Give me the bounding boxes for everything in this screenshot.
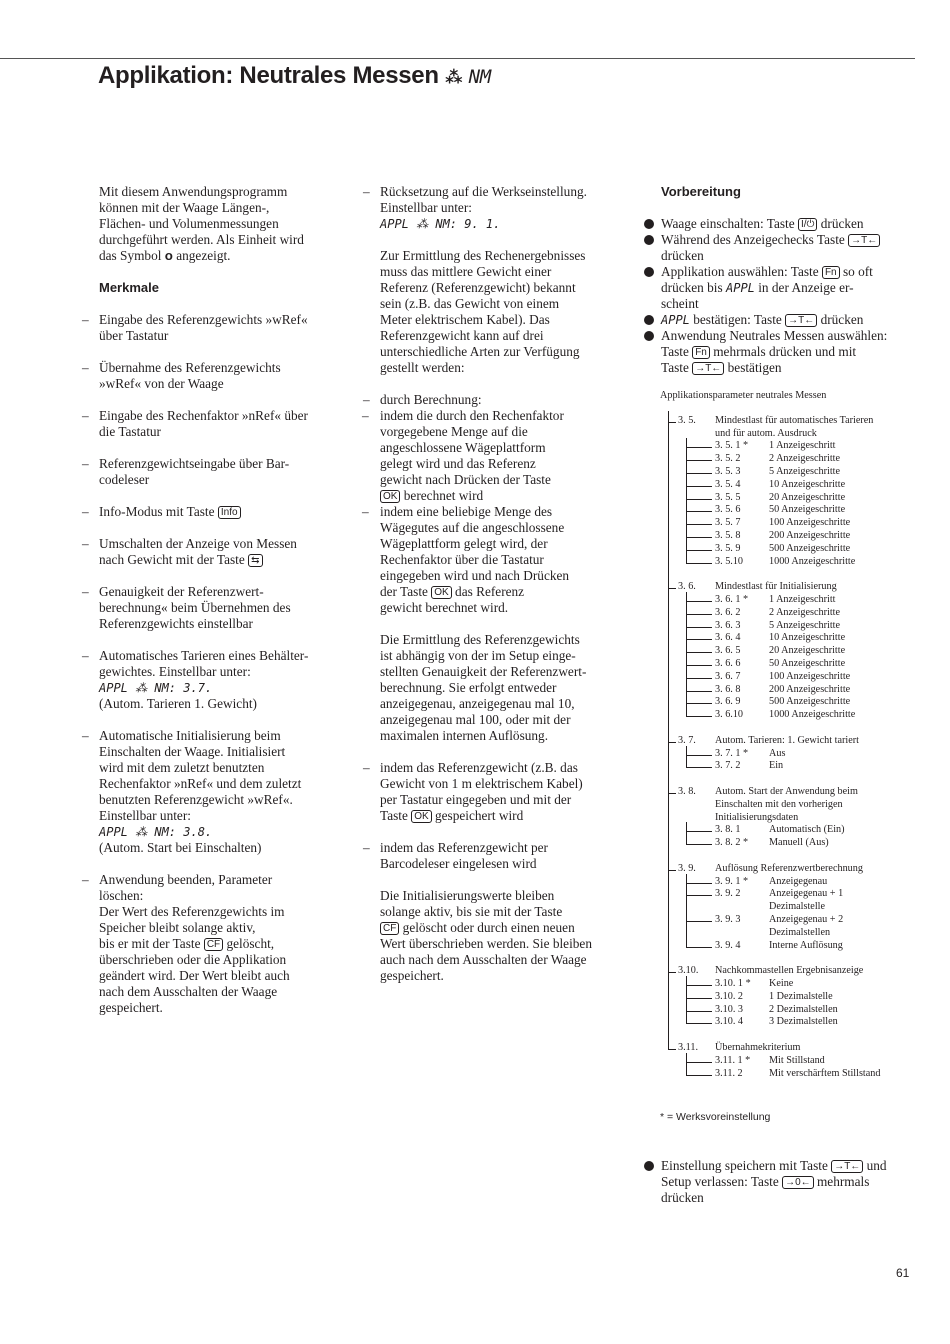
tree-option-label: 2 Anzeigeschritte (769, 606, 841, 618)
tree-option-label: 200 Anzeigeschritte (769, 683, 851, 695)
step-item: Applikation auswählen: Taste Fn so oft drücken bis APPL in der Anzeige er- scheint (644, 264, 924, 312)
tare-key-icon: →T← (848, 234, 880, 247)
ok-key-icon: OK (411, 810, 431, 823)
fn-key-icon: Fn (692, 346, 710, 359)
feature-item: – Übernahme des Referenzgewichts »wRef« von der Waage (99, 360, 349, 392)
final-step (644, 1158, 924, 1206)
neutral-measure-symbol-icon: ⁂ (445, 68, 463, 88)
tree-branch-line (686, 627, 712, 628)
tree-option-code: 3. 6. 3 (715, 619, 741, 631)
tree-group-label: Initialisierungsdaten (715, 811, 799, 823)
tree-option-code: 3.10. 3 (715, 1003, 744, 1015)
tree-option-label: 50 Anzeigeschritte (769, 504, 846, 516)
tree-group-code: 3. 9. (678, 862, 696, 874)
tree-group-label: Mindestlast für automatisches Tarieren (715, 414, 874, 426)
tree-option-code: 3. 8. 1 (715, 824, 741, 836)
tree-option-label: 1 Anzeigeschritt (769, 440, 836, 452)
features-heading: Merkmale (99, 280, 159, 295)
tree-root-branch (668, 870, 676, 871)
tree-group-line (686, 976, 687, 1023)
tree-branch-line (686, 716, 712, 717)
tree-root-branch (668, 793, 676, 794)
cf-key-icon: CF (204, 938, 223, 951)
feature-item: – Automatische Initialisierung beim Einschalten der Waage. Initialisiert wird mit dem zuletzt benutzten Rechenfaktor »nRef« und dem zuletzt benutzten Referenzgewicht »wRef«. Einstellbar unter: APPL ⁂ NM: 3.8. (Autom. Start bei Einschalten) (99, 728, 349, 856)
feature-item: – Anwendung beenden, Parameter löschen: Der Wert des Referenzgewichts im Speicher bleibt solange aktiv, bis er mit der Taste CF gelöscht, überschrieben oder die Applikation geändert wird. Der Wert bleibt auch nach dem Ausschalten der Waage gespeichert. (99, 872, 349, 1016)
tree-option-code: 3. 6. 2 (715, 606, 741, 618)
tree-option-label: 1000 Anzeigeschritte (769, 555, 856, 567)
display-code: APPL ⁂ NM: 3.7. (99, 681, 213, 695)
calc-subitem: – indem eine beliebige Menge des Wägegutes auf die angeschlossene Wägeplattform gelegt wird, der Rechenfaktor über die Tastatur eingegeben wird und nach Drücken der Taste OK das Referenz gewicht berechnet wird. (362, 504, 622, 616)
tree-option-code: 3.11. 1 * (715, 1054, 751, 1066)
tree-branch-line (686, 1023, 712, 1024)
tree-branch-line (686, 486, 712, 487)
tree-branch-line (686, 985, 712, 986)
tree-branch-line (686, 921, 712, 922)
tree-option-code: 3. 6. 6 (715, 657, 741, 669)
page-title: Applikation: Neutrales Messen ⁂ NM (98, 62, 491, 89)
tree-option-code: 3. 7. 1 * (715, 747, 749, 759)
tree-option-code: 3. 9. 2 (715, 888, 741, 900)
page-number: 61 (896, 1266, 910, 1280)
reference-paragraph: Zur Ermittlung des Rechenergebnisses muss das mittlere Gewicht einer Referenz (Referenzgewicht) bekannt sein (z.B. das Gewicht von einem Meter elektrischem Kabel). Das Referenzgewicht kann auf drei unterschiedliche Arten zur Verfügung gestellt werden: (380, 248, 586, 375)
column-3 (644, 184, 924, 376)
tree-branch-line (686, 947, 712, 948)
tree-option-label: Ein (769, 760, 784, 772)
tare-key-icon: →T← (692, 362, 724, 375)
tree-group-code: 3.11. (678, 1041, 698, 1053)
tree-option-label: 1000 Anzeigeschritte (769, 709, 856, 721)
tree-group-label: Autom. Start der Anwendung beim (715, 785, 858, 797)
tree-option-label: Mit verschärftem Stillstand (769, 1067, 881, 1079)
cf-key-icon: CF (380, 922, 399, 935)
tree-option-label: Mit Stillstand (769, 1054, 825, 1066)
step-item: Während des Anzeigechecks Taste →T← drücken (644, 232, 924, 264)
tree-option-label: 20 Anzeigeschritte (769, 491, 846, 503)
tree-branch-line (686, 1075, 712, 1076)
tree-branch-line (686, 614, 712, 615)
fn-key-icon: Fn (822, 266, 840, 279)
header-rule (0, 58, 915, 59)
toggle-key-icon: ⇆ (248, 554, 262, 567)
tree-option-code: 3. 7. 2 (715, 760, 741, 772)
tree-branch-line (686, 844, 712, 845)
tree-branch-line (686, 499, 712, 500)
info-key-icon: Info (218, 506, 241, 519)
tree-branch-line (686, 1062, 712, 1063)
tree-title: Applikationsparameter neutrales Messen (660, 390, 827, 401)
tree-option-code: 3. 5. 3 (715, 465, 741, 477)
step-item: Waage einschalten: Taste I/⏻ drücken (644, 216, 924, 232)
tree-branch-line (686, 678, 712, 679)
tree-option-label: 500 Anzeigeschritte (769, 542, 851, 554)
tree-option-label: Interne Auflösung (769, 939, 843, 951)
tree-option-label: Automatisch (Ein) (769, 824, 845, 836)
tree-branch-line (686, 511, 712, 512)
display-code: APPL ⁂ NM: 3.8. (99, 825, 213, 839)
tree-option-code: 3. 5. 1 * (715, 440, 749, 452)
tree-option-label: 100 Anzeigeschritte (769, 517, 851, 529)
feature-item: – Umschalten der Anzeige von Messen nach Gewicht mit der Taste ⇆ (99, 536, 349, 568)
tree-branch-line (686, 831, 712, 832)
feature-item: – Eingabe des Rechenfaktor »nRef« über die Tastatur (99, 408, 349, 440)
tare-key-icon: →T← (831, 1160, 863, 1173)
tree-option-code: 3. 6. 7 (715, 670, 741, 682)
tree-group-label: Übernahmekriterium (715, 1041, 801, 1053)
tree-root-branch (668, 742, 676, 743)
tree-option-code: 3. 8. 2 * (715, 837, 749, 849)
tree-branch-line (686, 652, 712, 653)
power-key-icon: I/⏻ (798, 218, 817, 231)
tree-option-label: 10 Anzeigeschritte (769, 478, 846, 490)
tree-branch-line (686, 1011, 712, 1012)
tree-branch-line (686, 460, 712, 461)
tree-branch-line (686, 895, 712, 896)
tree-branch-line (686, 537, 712, 538)
tree-branch-line (686, 550, 712, 551)
feature-item: – Info-Modus mit Taste Info (99, 504, 349, 520)
tree-option-code: 3. 9. 4 (715, 939, 741, 951)
tree-option-label: Aus (769, 747, 786, 759)
tree-branch-line (686, 691, 712, 692)
tree-branch-line (686, 665, 712, 666)
accuracy-paragraph: Die Ermittlung des Referenzgewichts ist abhängig von der im Setup einge- stellten Genauigkeit der Referenzwert- berechnung. Sie erfolgt entweder anzeigegenau, anzeigegenau mal 10, anzeigegenau mal 100, oder mit der maximalen internen Auflösung. (380, 632, 587, 743)
tree-option-label: 20 Anzeigeschritte (769, 645, 846, 657)
tree-option-label: Dezimalstelle (769, 901, 826, 913)
tree-option-label: 500 Anzeigeschritte (769, 696, 851, 708)
tree-group-line (686, 822, 687, 844)
preparation-heading: Vorbereitung (661, 184, 741, 199)
tree-option-code: 3.10. 2 (715, 990, 744, 1002)
tree-option-label: Anzeigegenau + 2 (769, 913, 844, 925)
tree-branch-line (686, 998, 712, 999)
tree-group-code: 3. 8. (678, 785, 696, 797)
tree-option-code: 3. 5.10 (715, 555, 744, 567)
tree-group-label: Mindestlast für Initialisierung (715, 581, 837, 593)
tree-branch-line (686, 639, 712, 640)
step-item: Einstellung speichern mit Taste →T← und Setup verlassen: Taste →0← mehrmals drücken (644, 1158, 924, 1206)
tree-root-branch (668, 1049, 676, 1050)
tree-option-code: 3.10. 4 (715, 1016, 744, 1028)
tree-group-label: Einschalten mit den vorherigen (715, 798, 843, 810)
tree-option-label: Anzeigegenau (769, 875, 828, 887)
tree-option-code: 3. 9. 3 (715, 913, 741, 925)
tree-group-line (686, 1053, 687, 1075)
tree-group-line (686, 592, 687, 716)
tree-option-label: 5 Anzeigeschritte (769, 619, 841, 631)
tree-option-label: 100 Anzeigeschritte (769, 670, 851, 682)
tree-option-label: Manuell (Aus) (769, 837, 829, 849)
column-2 (362, 184, 622, 984)
tree-option-code: 3. 6. 4 (715, 632, 741, 644)
tree-option-label: 10 Anzeigeschritte (769, 632, 846, 644)
tree-option-code: 3. 5. 7 (715, 517, 741, 529)
tree-option-code: 3. 5. 9 (715, 542, 741, 554)
tree-option-label: 3 Dezimalstellen (769, 1016, 838, 1028)
tare-key-icon: →T← (785, 314, 817, 327)
tree-option-code: 3. 5. 5 (715, 491, 741, 503)
tree-branch-line (686, 601, 712, 602)
tree-group-line (686, 874, 687, 947)
tree-group-label: Autom. Tarieren: 1. Gewicht tariert (715, 734, 859, 746)
tree-option-label: 1 Dezimalstelle (769, 990, 833, 1002)
ok-key-icon: OK (431, 586, 451, 599)
tree-option-code: 3. 6. 5 (715, 645, 741, 657)
tree-group-code: 3.10. (678, 965, 699, 977)
tree-option-label: 2 Dezimalstellen (769, 1003, 838, 1015)
tree-branch-line (686, 524, 712, 525)
tree-branch-line (686, 883, 712, 884)
tree-root-line (668, 411, 669, 1049)
tree-group-label: Auflösung Referenzwertberechnung (715, 862, 863, 874)
feature-item: – Referenzgewichtseingabe über Bar- codeleser (99, 456, 349, 488)
tree-branch-line (686, 703, 712, 704)
tree-option-label: 2 Anzeigeschritte (769, 453, 841, 465)
tree-option-code: 3. 5. 6 (715, 504, 741, 516)
parameter-tree (660, 390, 920, 1093)
tree-branch-line (686, 767, 712, 768)
tree-option-code: 3. 6.10 (715, 709, 744, 721)
feature-item: – Automatisches Tarieren eines Behälter- gewichtes. Einstellbar unter: APPL ⁂ NM: 3.7. (Autom. Tarieren 1. Gewicht) (99, 648, 349, 712)
tree-root-branch (668, 972, 676, 973)
tree-option-label: Anzeigegenau + 1 (769, 888, 844, 900)
tree-option-code: 3. 9. 1 * (715, 875, 749, 887)
tree-option-label: 5 Anzeigeschritte (769, 465, 841, 477)
calc-subitem: – indem die durch den Rechenfaktor vorgegebene Menge auf die angeschlossene Wägeplattform gelegt wird und das Referenz gewicht nach Drücken der Taste OK berechnet wird (362, 408, 622, 504)
tree-option-code: 3. 5. 4 (715, 478, 741, 490)
tree-branch-line (686, 563, 712, 564)
tree-group-label: Nachkommastellen Ergebnisanzeige (715, 965, 864, 977)
reset-item: – Rücksetzung auf die Werkseinstellung. Einstellbar unter: APPL ⁂ NM: 9. 1. (380, 184, 622, 232)
tree-group-code: 3. 6. (678, 581, 696, 593)
calc-item: – durch Berechnung: (380, 392, 622, 408)
feature-item: – Genauigkeit der Referenzwert- berechnung« beim Übernehmen des Referenzgewichts einstellbar (99, 584, 349, 632)
tree-root-branch (668, 422, 676, 423)
tree-branch-line (686, 473, 712, 474)
tree-option-code: 3. 5. 8 (715, 529, 741, 541)
tree-option-label: 1 Anzeigeschritt (769, 593, 836, 605)
tree-option-label: Dezimalstellen (769, 926, 831, 938)
tree-option-label: Keine (769, 977, 794, 989)
tree-group-label: und für autom. Ausdruck (715, 427, 817, 439)
ok-key-icon: OK (380, 490, 400, 503)
tree-option-code: 3. 5. 2 (715, 453, 741, 465)
footnote: * = Werksvoreinstellung (660, 1111, 771, 1123)
tree-group-line (686, 746, 687, 768)
display-code: APPL ⁂ NM: 9. 1. (380, 217, 501, 231)
tree-option-code: 3. 6. 9 (715, 696, 741, 708)
tree-group-line (686, 438, 687, 562)
feature-item: – Eingabe des Referenzgewichts »wRef« über Tastatur (99, 312, 349, 344)
column-1 (99, 184, 349, 1016)
tree-group-code: 3. 5. (678, 414, 696, 426)
init-paragraph: Die Initialisierungswerte bleiben solange aktiv, bis sie mit der Taste CF gelöscht oder durch einen neuen Wert überschrieben werden. Sie bleiben auch nach dem Ausschalten der Waage gespeichert. (380, 888, 592, 983)
tree-option-code: 3.11. 2 (715, 1067, 743, 1079)
tree-option-code: 3.10. 1 * (715, 977, 751, 989)
intro-paragraph: Mit diesem Anwendungsprogramm können mit der Waage Längen-, Flächen- und Volumenmessungen durchgeführt werden. Als Einheit wird das Symbol o angezeigt. (99, 184, 304, 263)
tree-root-branch (668, 588, 676, 589)
tree-branch-line (686, 755, 712, 756)
tree-option-label: 50 Anzeigeschritte (769, 657, 846, 669)
keyboard-item: – indem das Referenzgewicht (z.B. das Gewicht von 1 m elektrischem Kabel) per Tastatur eingegeben und mit der Taste OK gespeichert wird (380, 760, 622, 824)
tree-option-label: 200 Anzeigeschritte (769, 529, 851, 541)
tree-option-code: 3. 6. 8 (715, 683, 741, 695)
tree-branch-line (686, 447, 712, 448)
zero-key-icon: →0← (782, 1176, 814, 1189)
unit-symbol-icon: o (164, 248, 173, 263)
tree-group-code: 3. 7. (678, 734, 696, 746)
step-item: APPL bestätigen: Taste →T← drücken (644, 312, 924, 328)
step-item: Anwendung Neutrales Messen auswählen: Taste Fn mehrmals drücken und mit Taste →T← bestätigen (644, 328, 924, 376)
barcode-item: – indem das Referenzgewicht per Barcodeleser eingelesen wird (380, 840, 622, 872)
tree-option-code: 3. 6. 1 * (715, 593, 749, 605)
